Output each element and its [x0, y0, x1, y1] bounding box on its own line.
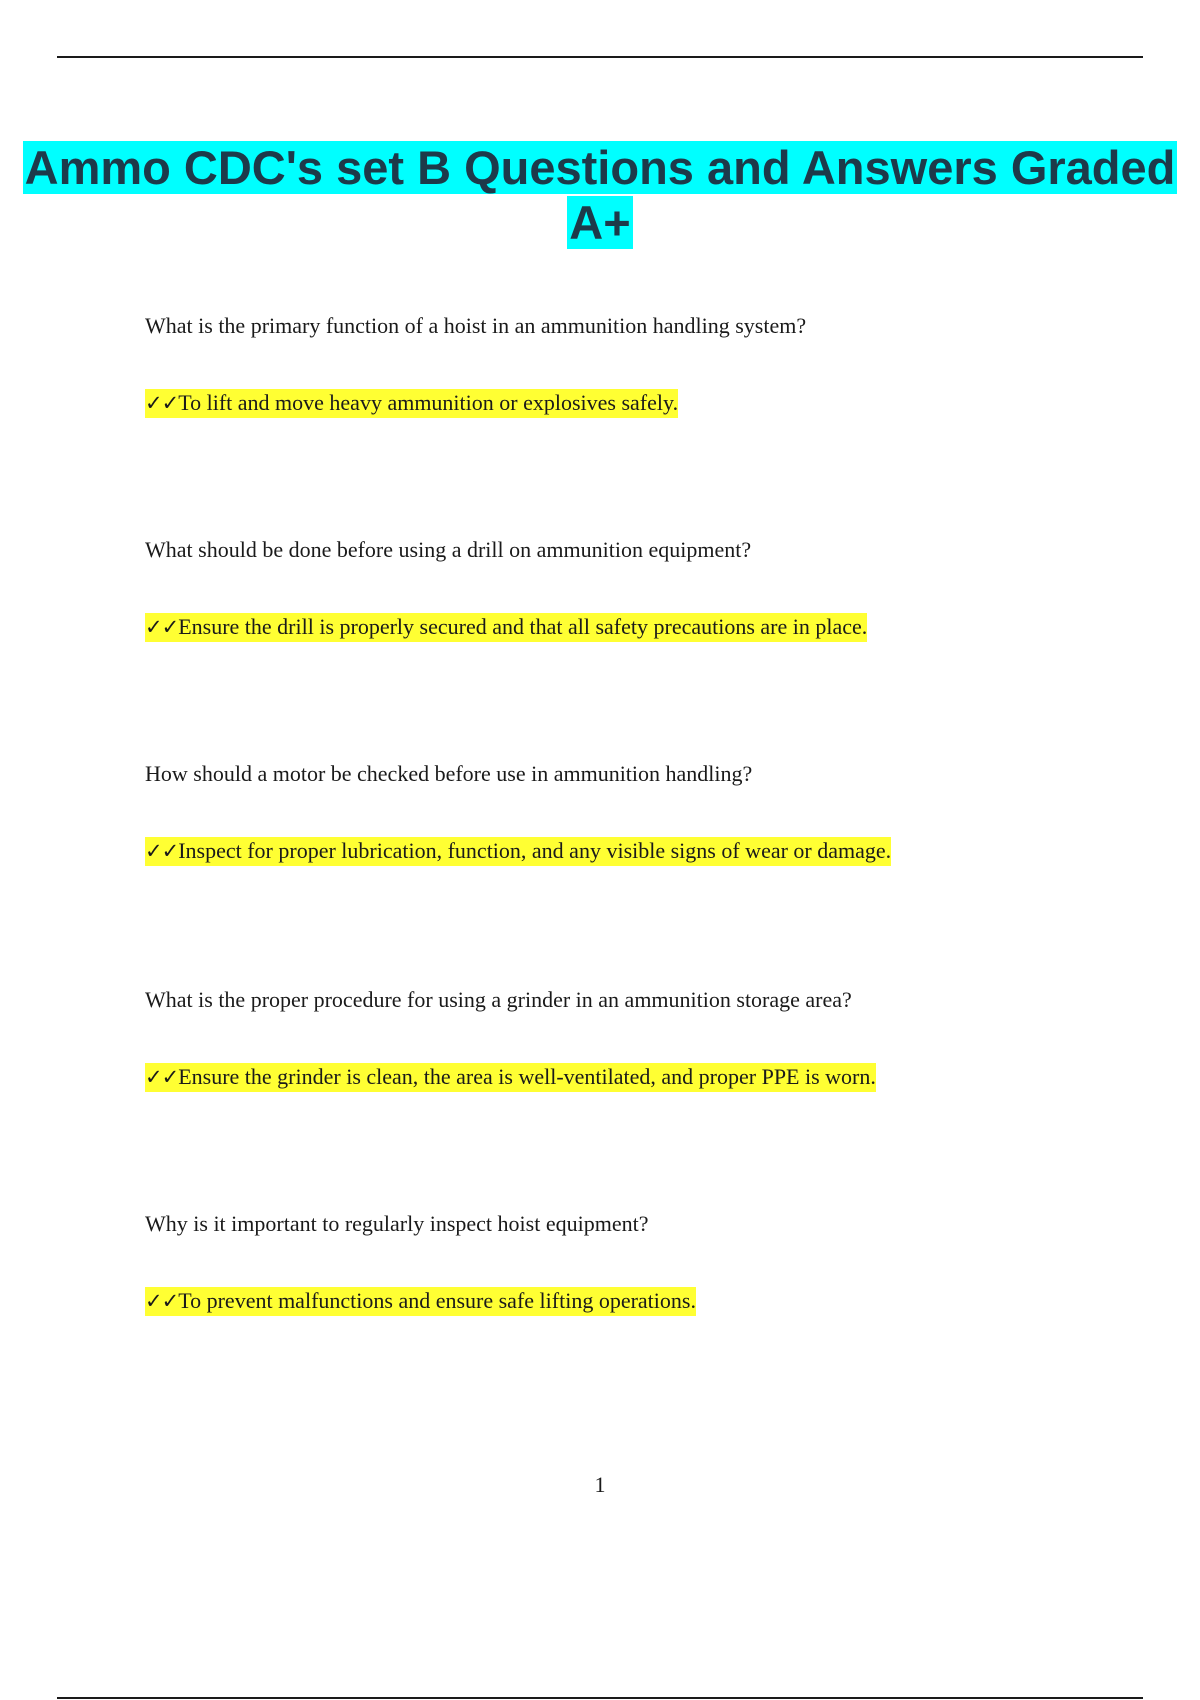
- page-title-text: Ammo CDC's set B Questions and Answers Graded A+: [24, 141, 1176, 249]
- question-2: What should be done before using a drill on ammunition equipment?: [145, 537, 752, 562]
- qa-item-4: [145, 986, 1105, 1089]
- qa-item-1: [145, 312, 1105, 415]
- answer-highlight: [145, 1063, 876, 1092]
- double-check-icon: ✓✓: [145, 615, 179, 639]
- qa-item-2: [145, 536, 1105, 639]
- answer-2: [145, 612, 867, 642]
- answer-highlight: [145, 837, 891, 866]
- question-3: How should a motor be checked before use in ammunition handling?: [145, 761, 753, 786]
- top-rule: [57, 56, 1143, 58]
- question-5: Why is it important to regularly inspect hoist equipment?: [145, 1211, 649, 1236]
- answer-text: Ensure the grinder is clean, the area is well-ventilated, and proper PPE is worn.: [178, 1064, 876, 1089]
- double-check-icon: ✓✓: [145, 839, 179, 863]
- question-1: What is the primary function of a hoist in an ammunition handling system?: [145, 313, 807, 338]
- page-number: 1: [594, 1472, 606, 1497]
- answer-highlight: [145, 1287, 696, 1316]
- title-block: [0, 140, 1200, 250]
- double-check-icon: ✓✓: [145, 1065, 179, 1089]
- answer-text: Inspect for proper lubrication, function, and any visible signs of wear or damage.: [178, 838, 892, 863]
- qa-item-5: [145, 1210, 1105, 1313]
- qa-item-3: [145, 760, 1105, 863]
- double-check-icon: ✓✓: [145, 1289, 179, 1313]
- question-4: What is the proper procedure for using a grinder in an ammunition storage area?: [145, 987, 852, 1012]
- answer-3: [145, 836, 891, 866]
- bottom-rule: [57, 1697, 1143, 1699]
- answer-1: [145, 388, 678, 418]
- answer-highlight: [145, 389, 678, 418]
- answer-highlight: [145, 613, 867, 642]
- page-title: [0, 140, 1200, 250]
- double-check-icon: ✓✓: [145, 391, 179, 415]
- answer-text: Ensure the drill is properly secured and that all safety precautions are in place.: [178, 614, 868, 639]
- answer-5: [145, 1286, 696, 1316]
- answer-text: To prevent malfunctions and ensure safe lifting operations.: [178, 1288, 696, 1313]
- answer-text: To lift and move heavy ammunition or explosives safely.: [178, 390, 679, 415]
- answer-4: [145, 1062, 876, 1092]
